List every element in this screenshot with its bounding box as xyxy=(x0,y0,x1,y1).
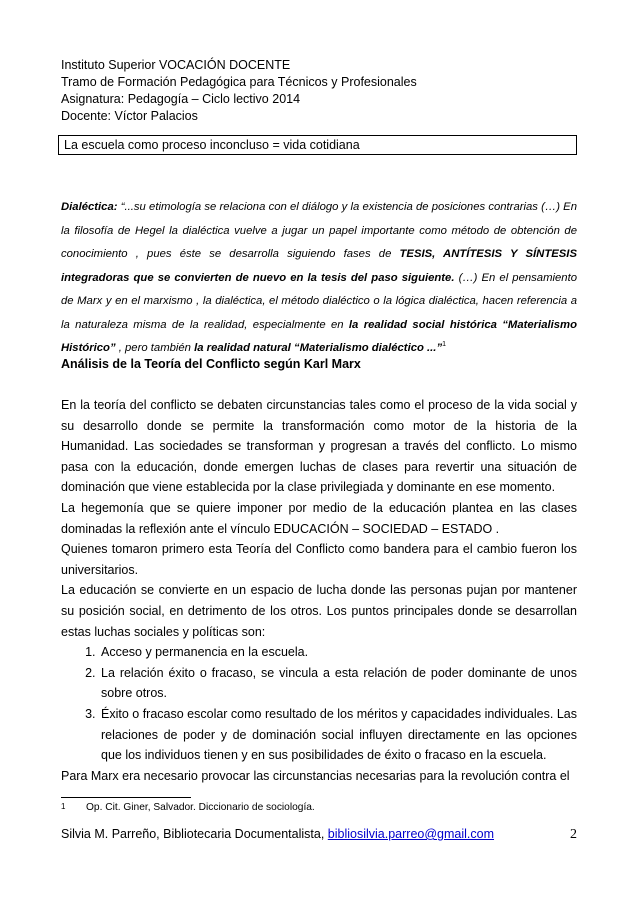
teacher-line: Docente: Víctor Palacios xyxy=(61,109,198,123)
footnote-number: 1 xyxy=(61,802,66,811)
paragraph-1: En la teoría del conflicto se debaten circunstancias tales como el proceso de la vida social y su desarrollo donde se permite la transformación como motor de la historia de la Humanidad. Las sociedades se transforman y progresan a través del conflicto. Lo mismo pasa con la educación, donde emergen luchas de clases para revertir una situación de dominación que viene establecida por la clase privilegiada y dominante en ese momento. xyxy=(61,398,577,495)
dialectica-bold-2: la realidad social histórica “Materialismo Histórico” xyxy=(61,318,577,354)
program-name: Tramo de Formación Pedagógica para Técnicos y Profesionales xyxy=(61,75,417,89)
institute-name: Instituto Superior VOCACIÓN DOCENTE xyxy=(61,58,291,72)
dialectica-text-3: , pero también xyxy=(115,342,195,354)
page-number: 2 xyxy=(570,827,577,842)
body-text xyxy=(61,395,577,786)
list-item: 3. Éxito o fracaso escolar como resultado de los méritos y capacidades individuales. Las relaciones de poder y de dominación social influyen directamente en las opciones que los individuos tienen y en sus posibilidades de éxito o fracaso en la escuela. xyxy=(99,704,577,766)
dialectica-text-2: (…) En el pensamiento de Marx y en el marxismo , la dialéctica, el método dialéctico o la lógica dialéctica, hacen referencia a la naturaleza misma de la realidad, especialmente en xyxy=(61,271,577,331)
author-email-link[interactable]: bibliosilvia.parreo@gmail.com xyxy=(327,827,495,841)
section-heading: Análisis de la Teoría del Conflicto según Karl Marx xyxy=(61,357,361,371)
paragraph-4: La educación se convierte en un espacio de lucha donde las personas pujan por mantener su posición social, en detrimento de los otros. Los puntos principales donde se desarrollan estas luchas sociales y políticas son: xyxy=(61,583,577,639)
dialectica-term: Dialéctica: xyxy=(61,201,118,213)
dialectica-bold-1: TESIS, ANTÍTESIS Y SÍNTESIS integradoras que se convierten de nuevo en la tesis del paso siguiente. xyxy=(61,248,577,284)
subject-line: Asignatura: Pedagogía – Ciclo lectivo 2014 xyxy=(61,92,301,106)
page-footer xyxy=(61,827,577,841)
dialectica-paragraph xyxy=(61,196,577,361)
paragraph-3: Quienes tomaron primero esta Teoría del Conflicto como bandera para el cambio fueron los universitarios. xyxy=(61,542,577,577)
document-header xyxy=(61,57,581,125)
dialectica-bold-3: la realidad natural “Materialismo dialéctico ...” xyxy=(194,342,443,354)
footnote xyxy=(61,802,315,813)
footnote-text: Op. Cit. Giner, Salvador. Diccionario de sociología. xyxy=(86,802,315,813)
dialectica-text-1: “...su etimología se relaciona con el diálogo y la existencia de posiciones contrarias (…) En la filosofía de Hegel la dialéctica vuelve a jugar un papel importante como método de obtención de conocimiento , pues éste se desarrolla siguiendo fases de xyxy=(61,201,577,260)
list-item: 2. La relación éxito o fracaso, se vincula a esta relación de poder dominante de unos sobre otros. xyxy=(99,663,577,704)
footnote-reference[interactable]: 1 xyxy=(442,341,447,349)
points-list xyxy=(61,642,577,766)
list-item: 1. Acceso y permanencia en la escuela. xyxy=(99,642,577,663)
footer-author: Silvia M. Parreño, Bibliotecaria Documentalista, xyxy=(61,827,328,841)
paragraph-2: La hegemonía que se quiere imponer por medio de la educación plantea en las clases dominadas la reflexión ante el vínculo EDUCACIÓN – SOCIEDAD – ESTADO . xyxy=(61,500,577,536)
paragraph-5: Para Marx era necesario provocar las circunstancias necesarias para la revolución contra el xyxy=(61,768,570,783)
title-box: La escuela como proceso inconcluso = vida cotidiana xyxy=(58,135,577,155)
footnote-divider xyxy=(61,797,191,798)
